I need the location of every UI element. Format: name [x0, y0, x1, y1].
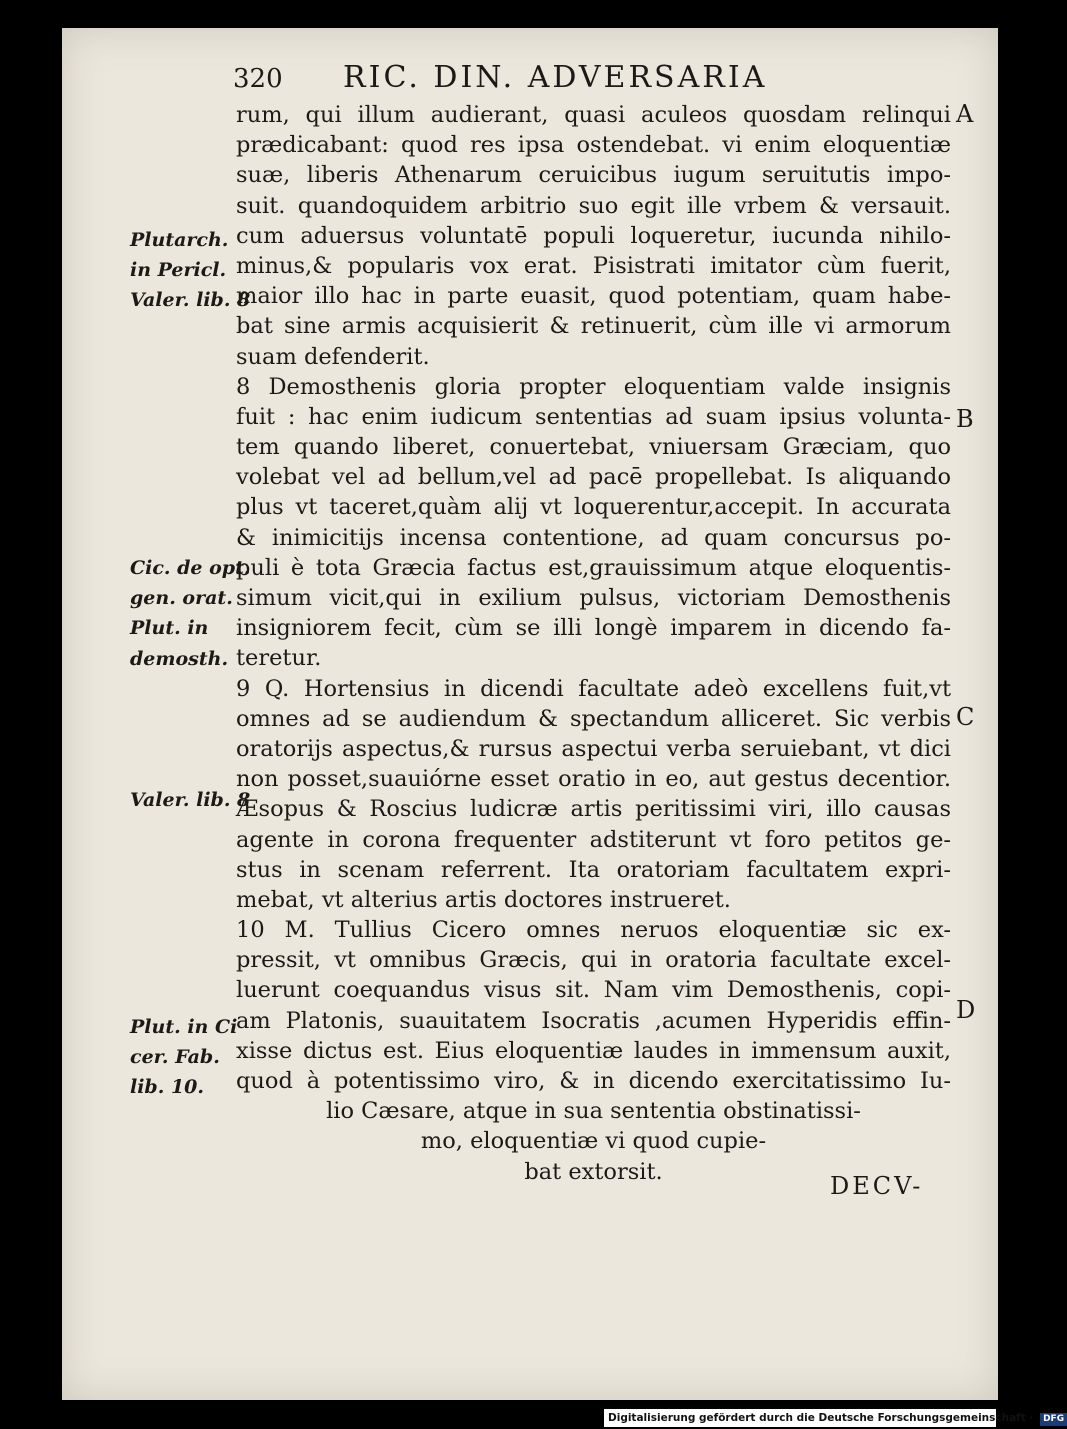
text-line: 9 Q. Hortensius in dicendi facultate adeò excellens fuit,vt	[236, 675, 951, 702]
text-line: mebat, vt alterius artis doctores instrueret.	[236, 886, 731, 913]
text-line: non posset,suauiórne esset oratio in eo, aut gestus decentior.	[236, 766, 951, 793]
margin-note-valerius	[130, 785, 251, 815]
margin-note-line: cer. Fab.	[130, 1046, 220, 1069]
text-line: xisse dictus est. Eius eloquentiæ laudes in immensum auxit,	[236, 1037, 951, 1064]
text-line: volebat vel ad bellum,vel ad pacē propellebat. Is aliquando	[236, 464, 951, 491]
text-line: omnes ad se audiendum & spectandum alliceret. Sic verbis	[236, 705, 951, 732]
text-line: minus,& popularis vox erat. Pisistrati imitator cùm fuerit,	[236, 252, 951, 279]
dfg-logo: DFG	[1040, 1413, 1067, 1426]
footer-text: Digitalisierung gefördert durch die Deutsche Forschungsgemeinschaft ·	[608, 1412, 1034, 1424]
text-line: suit. quandoquidem arbitrio suo egit ille vrbem & versauit.	[236, 192, 951, 219]
text-line: simum vicit,qui in exilium pulsus, victoriam Demosthenis	[236, 585, 951, 611]
text-line: oratorijs aspectus,& rursus aspectui verba seruiebant, vt dici	[236, 735, 951, 762]
text-line: mo, eloquentiæ vi quod cupie-	[420, 1128, 767, 1155]
text-line: am Platonis, suauitatem Isocratis ,acumen Hyperidis effin-	[236, 1007, 951, 1034]
text-line: prædicabant: quod res ipsa ostendebat. vi enim eloquentiæ	[236, 132, 951, 159]
text-line: maior illo hac in parte euasit, quod potentiam, quam habe-	[236, 283, 951, 310]
text-line: 8 Demosthenis gloria propter eloquentiam valde insignis	[236, 373, 951, 400]
text-line: agente in corona frequenter adstiterunt vt foro petitos ge-	[236, 826, 951, 853]
catchword: DECV-	[830, 1172, 924, 1200]
digitization-footer	[604, 1409, 1065, 1427]
margin-note-line: gen. orat.	[130, 587, 233, 610]
text-line: bat extorsit.	[524, 1158, 663, 1185]
margin-note-plutarch-cicero	[130, 1012, 238, 1103]
margin-note-line: Plut. in Ci	[130, 1016, 238, 1038]
side-letter-b: B	[956, 405, 974, 433]
text-line: luerunt coequandus visus sit. Nam vim Demosthenis, copi-	[236, 977, 951, 1004]
text-line: teretur.	[236, 645, 322, 672]
text-line: suam defenderit.	[236, 343, 430, 370]
text-line: insigniorem fecit, cùm se illi longè imparem in dicendo fa-	[236, 615, 951, 642]
margin-note-line: Cic. de opt.	[130, 557, 251, 579]
side-letter-d: D	[956, 996, 976, 1024]
margin-note-line: Plutarch.	[130, 229, 229, 251]
margin-note-line: demosth.	[130, 647, 229, 670]
side-letter-c: C	[956, 703, 975, 731]
text-line: 10 M. Tullius Cicero omnes neruos eloquentiæ sic ex-	[236, 917, 951, 944]
text-line: Æsopus & Roscius ludicræ artis peritissimi viri, illo causas	[236, 796, 951, 823]
text-line: pressit, vt omnibus Græcis, qui in oratoria facultate excel-	[236, 947, 951, 974]
page-number: 320	[233, 64, 283, 94]
text-line: bat sine armis acquisierit & retinuerit, cùm ille vi armorum	[236, 313, 951, 340]
margin-note-line: Plut. in	[130, 617, 209, 640]
margin-note-line: Valer. lib. 8	[130, 789, 251, 811]
running-title: RIC. DIN. ADVERSARIA	[343, 60, 768, 95]
text-line: plus vt taceret,quàm alij vt loquerentur,accepit. In accurata	[236, 494, 951, 521]
text-line: stus in scenam referrent. Ita oratoriam facultatem expri-	[236, 856, 951, 883]
side-letter-a: A	[956, 100, 974, 128]
text-line: suæ, liberis Athenarum ceruicibus iugum seruitutis impo-	[236, 162, 951, 189]
margin-note-line: lib. 10.	[130, 1076, 205, 1099]
main-text-block	[236, 100, 951, 1187]
margin-note-plutarch	[130, 225, 251, 316]
text-line: rum, qui illum audierant, quasi aculeos quosdam relinqui	[236, 102, 951, 128]
text-line: fuit : hac enim iudicum sententias ad suam ipsius volunta-	[236, 403, 951, 430]
page-header	[233, 60, 933, 100]
text-line: tem quando liberet, conuertebat, vniuersam Græciam, quo	[236, 434, 951, 461]
text-line: quod à potentissimo viro, & in dicendo exercitatissimo Iu-	[236, 1068, 951, 1094]
text-line: lio Cæsare, atque in sua sententia obstinatissi-	[326, 1098, 861, 1125]
text-line: puli è tota Græcia factus est,grauissimum atque eloquentis-	[236, 554, 951, 581]
text-line: & inimicitijs incensa contentione, ad quam concursus po-	[236, 524, 951, 551]
margin-note-line: Valer. lib. 8	[130, 289, 251, 312]
text-line: cum aduersus voluntatē populi loqueretur, iucunda nihilo-	[236, 222, 951, 249]
margin-note-line: in Pericl.	[130, 259, 227, 282]
margin-note-cicero	[130, 553, 251, 674]
